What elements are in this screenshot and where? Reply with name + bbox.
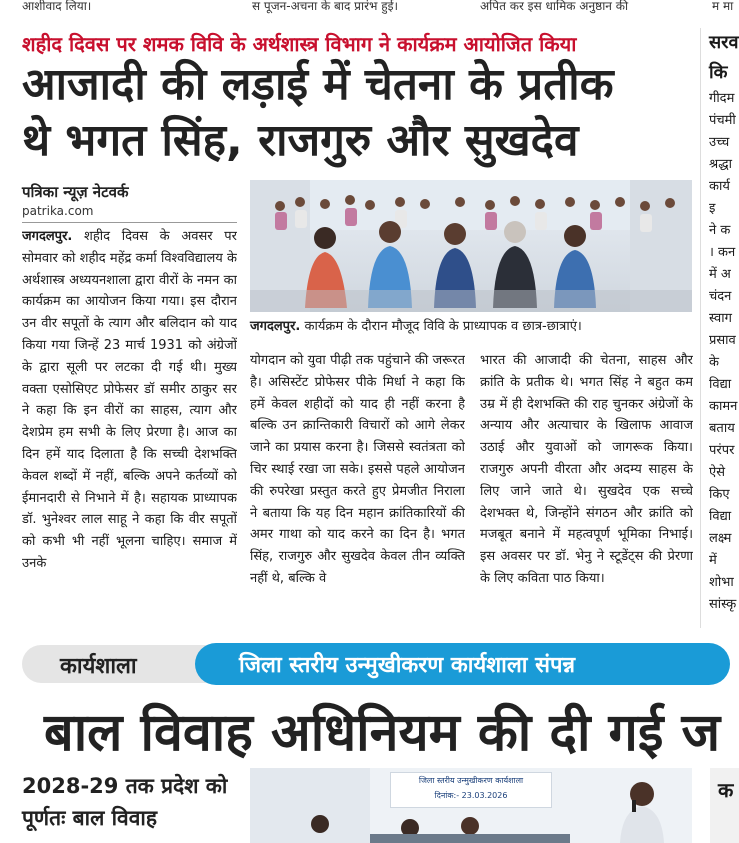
top-strip-right: अपित कर इस धामिक अनुष्ठान की xyxy=(480,0,629,13)
adjacent-line: ने क xyxy=(709,223,731,238)
workshop-banner-line1: जिला स्तरीय उन्मुखीकरण कार्यशाला xyxy=(418,776,524,785)
adjacent-line: कि xyxy=(709,62,728,83)
adjacent-line: सरव xyxy=(709,32,739,53)
photo-caption xyxy=(250,316,695,334)
top-strip-middle: स पूजन-अचना के बाद प्रारंभ हुई। xyxy=(252,0,399,13)
adjacent-line: ऐसे xyxy=(709,465,725,480)
adjacent-fragment-2 xyxy=(710,768,739,843)
article2-subhead: 2028-29 तक प्रदेश को पूर्णतः बाल विवाह xyxy=(22,774,228,830)
adjacent-line: किए xyxy=(709,487,730,502)
adjacent-article-fragment xyxy=(700,28,739,628)
adjacent-line: स्वाग xyxy=(709,311,732,326)
adjacent-line: में अ xyxy=(709,267,731,282)
adjacent-line: इ xyxy=(709,201,716,216)
top-strip-left: आशीवाद लिया। xyxy=(22,0,92,13)
dateline: जगदलपुर. xyxy=(22,229,73,244)
adjacent-line: गीदम xyxy=(709,91,735,106)
article-kicker: शहीद दिवस पर शमक विवि के अर्थशास्त्र विभाग ने कार्यक्रम आयोजित किया xyxy=(22,32,577,56)
article-column-2: योगदान को युवा पीढ़ी तक पहुंचाने की जरूरत है। असिस्टेंट प्रोफेसर पीके मिर्धा ने कहा कि हमें केवल शहीदों को याद ही नहीं करना है बल्कि उन क्रान्तिकारी विचारों को आगे लेकर जाने का प्रयास करना है। जिससे स्वतंत्रता को चिर स्थाई रखा जा सके। इससे पहले आयोजन की रुपरेखा प्रस्तुत करते हुए प्रेमजीत निराला ने बताया कि यह दिन महान क्रांतिकारियों की अमर गाथा को याद करने का दिन है। भगत सिंह, राजगुरु और सुखदेव केवल तीन व्यक्ति नहीं थे, बल्कि वे xyxy=(250,353,465,586)
section-title-band xyxy=(195,643,730,685)
section-title: जिला स्तरीय उन्मुखीकरण कार्यशाला संपन्न xyxy=(239,653,576,678)
adjacent-line: परंपर xyxy=(709,443,735,458)
top-strip-far: म मा xyxy=(712,0,734,13)
adjacent-line: कार्य xyxy=(709,179,730,194)
column-1-text: शहीद दिवस के अवसर पर सोमवार को शहीद महेंद्र कर्मा विश्वविद्यालय के अर्थशास्त्र अध्ययनशाला द्वारा वीरों के नमन का कार्यक्रम का आयोजन किया गया। इस दौरान उन वीर सपूतों के त्याग और बलिदान को याद किया गया जिन्हें 23 मार्च 1931 को अंग्रेजों के द्वारा सूली पर लटका दी गई थी। मुख्य वक्ता एसोसिएट प्रोफेसर डॉ समीर ठाकुर सर ने कहा कि इन वीरों का साहस, त्याग और देशप्रेम हम सभी के लिए प्रेरणा है। आज का दिन हमें याद दिलाता है कि सच्ची देशभक्ति केवल शब्दों में नहीं, बल्कि अपने कर्तव्यों को ईमानदारी से निभाने में है। सहायक प्राध्यापक डॉ. भुनेश्वर लाल साहू ने कहा कि वीर सपूतों को कभी भी नहीं भूलना चाहिए। समाज में उनके xyxy=(22,229,237,571)
workshop-photo-illustration xyxy=(250,768,692,843)
adjacent-line: पंचमी xyxy=(709,113,736,128)
top-strip xyxy=(0,0,739,14)
adjacent-line: प्रसाव xyxy=(709,333,736,348)
adjacent-line: । कन xyxy=(709,245,736,260)
adjacent-line: विद्या xyxy=(709,377,732,392)
adjacent-article-lines xyxy=(701,28,739,616)
section-tag xyxy=(22,645,222,683)
adjacent-line: चंदन xyxy=(709,289,732,304)
caption-place: जगदलपुर. xyxy=(250,319,301,334)
adjacent-line: शोभा xyxy=(709,575,734,590)
adjacent-line: के xyxy=(709,355,719,370)
adjacent-line: में xyxy=(709,553,717,568)
byline-divider xyxy=(22,222,237,223)
event-photo-illustration xyxy=(250,180,692,312)
adjacent-line: उच्च xyxy=(709,135,730,150)
article-headline-line1: आजादी की लड़ाई में चेतना के प्रतीक xyxy=(22,59,614,110)
section-tag-label: कार्यशाला xyxy=(60,654,137,679)
byline-site: patrika.com xyxy=(22,204,94,218)
adjacent-line: सांस्कृ xyxy=(709,597,737,612)
adjacent-fragment-2-text: क xyxy=(718,778,734,802)
adjacent-line: श्रद्धा xyxy=(709,157,732,172)
workshop-photo xyxy=(250,768,692,843)
article-column-3: भारत की आजादी की चेतना, साहस और क्रांति के प्रतीक थे। भगत सिंह ने बहुत कम उम्र में ही देशभक्ति की राह चुनकर अंग्रेजों के अन्याय और अत्याचार के खिलाफ आवाज उठाई और युवाओं को जागरूक किया। राजगुरु अपनी वीरता और अदम्य साहस के लिए जाने जाते थे। सुखदेव एक सच्चे देशभक्त थे, जिन्होंने संगठन और क्रांति को मजबूत बनाने में महत्वपूर्ण भूमिका निभाई। इस अवसर पर डॉ. भेनु ने स्टूडेंट्स की प्रेरणा के लिए कविता पाठ किया। xyxy=(480,353,693,586)
article-headline-line2: थे भगत सिंह, राजगुरु और सुखदेव xyxy=(22,115,579,166)
article2-headline: बाल विवाह अधिनियम की दी गई ज xyxy=(44,702,721,763)
byline: पत्रिका न्यूज़ नेटवर्क xyxy=(22,183,129,201)
adjacent-line: लक्ष्म xyxy=(709,531,732,546)
workshop-banner-line2: दिनांक:- 23.03.2026 xyxy=(434,791,508,800)
article-column-1 xyxy=(22,226,237,626)
adjacent-line: बताय xyxy=(709,421,735,436)
caption-text: कार्यक्रम के दौरान मौजूद विवि के प्राध्यापक व छात्र-छात्राएं। xyxy=(304,319,582,334)
adjacent-line: विद्या xyxy=(709,509,732,524)
adjacent-line: कामन xyxy=(709,399,738,414)
event-photo xyxy=(250,180,692,312)
